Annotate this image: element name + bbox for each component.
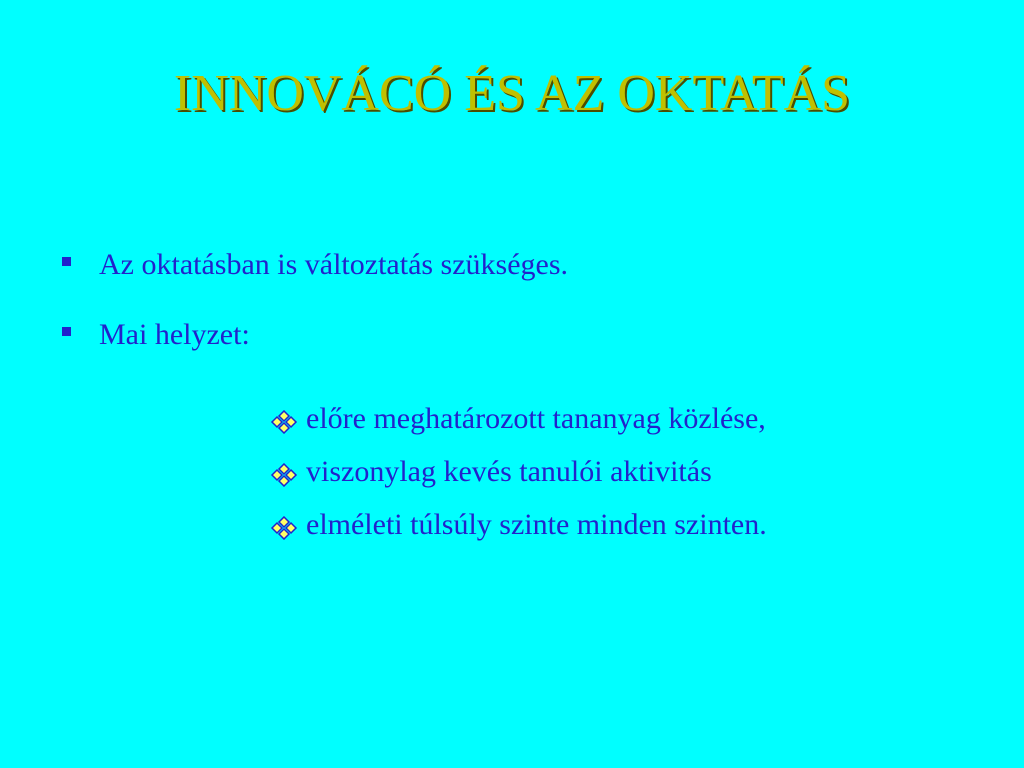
bullet-text: Az oktatásban is változtatás szükséges. [99, 248, 569, 281]
slide-title: INNOVÁCÓ ÉS AZ OKTATÁS [173, 65, 851, 122]
sub-bullet-text: viszonylag kevés tanulói aktivitás [306, 454, 712, 488]
bullet-list [62, 248, 568, 388]
sub-bullet-text: előre meghatározott tananyag közlése, [306, 401, 766, 435]
four-diamond-bullet-icon [270, 514, 298, 538]
sub-bullet-item [270, 498, 767, 551]
bullet-item [62, 318, 568, 360]
bullet-item [62, 248, 568, 290]
square-bullet-icon [62, 327, 71, 336]
sub-bullet-list [270, 392, 767, 551]
four-diamond-bullet-icon [270, 461, 298, 485]
square-bullet-icon [62, 257, 71, 266]
sub-bullet-item [270, 392, 767, 445]
sub-bullet-text: elméleti túlsúly szinte minden szinten. [306, 507, 767, 541]
sub-bullet-item [270, 445, 767, 498]
bullet-text: Mai helyzet: [99, 318, 250, 351]
four-diamond-bullet-icon [270, 408, 298, 432]
